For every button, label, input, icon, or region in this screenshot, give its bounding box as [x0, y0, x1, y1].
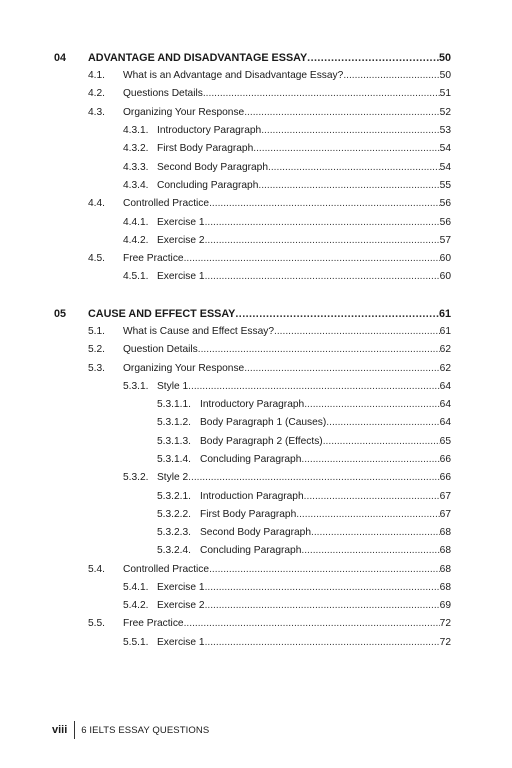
toc-entry-row — [157, 433, 451, 451]
toc-number: 04 — [54, 52, 67, 64]
toc-page-number: 61 — [439, 326, 451, 337]
toc-entry-row — [157, 396, 451, 414]
toc-title: Free Practice — [123, 618, 184, 629]
toc-entry-row — [88, 195, 451, 213]
toc-number: 5.3.1.1. — [157, 399, 191, 410]
toc-page-number: 64 — [439, 399, 451, 410]
toc-dot-leader — [311, 524, 440, 542]
toc-dot-leader — [296, 506, 439, 524]
toc-page-number: 60 — [439, 253, 451, 264]
toc-entry-row — [123, 268, 451, 286]
toc-number: 5.3.2.1. — [157, 491, 191, 502]
toc-page-number: 68 — [439, 545, 451, 556]
toc-entry-row — [123, 378, 451, 396]
toc-dot-leader — [209, 561, 440, 579]
toc-page-number: 61 — [438, 308, 451, 320]
toc-title: Exercise 2 — [157, 235, 205, 246]
toc-number: 5.3.2.2. — [157, 509, 191, 520]
toc-number: 5.1. — [88, 326, 105, 337]
toc-page-number: 72 — [439, 637, 451, 648]
toc-title: First Body Paragraph — [200, 509, 297, 520]
toc-title: Organizing Your Response — [123, 107, 245, 118]
toc-entry-row — [88, 341, 451, 359]
footer-page-number: viii — [52, 724, 68, 736]
toc-title: CAUSE AND EFFECT ESSAY — [88, 308, 236, 320]
toc-number: 4.4.2. — [123, 235, 149, 246]
toc-dot-leader — [244, 360, 439, 378]
toc-title: Concluding Paragraph — [200, 454, 302, 465]
toc-dot-leader — [301, 542, 439, 560]
toc-number: 5.3.2. — [123, 472, 149, 483]
toc-entry-row — [157, 524, 451, 542]
toc-page-number: 54 — [439, 143, 451, 154]
toc-entry-row — [123, 579, 451, 597]
toc-number: 5.4.2. — [123, 600, 149, 611]
toc-number: 4.2. — [88, 88, 105, 99]
toc-dot-leader — [326, 414, 439, 432]
toc-number: 5.3.1.3. — [157, 436, 191, 447]
toc-page-number: 51 — [439, 88, 451, 99]
toc-number: 5.5. — [88, 618, 105, 629]
toc-dot-leader — [244, 104, 439, 122]
toc-title: Style 1 — [157, 381, 189, 392]
toc-dot-leader — [307, 49, 439, 67]
toc-dot-leader — [205, 232, 440, 250]
toc-title: Controlled Practice — [123, 564, 210, 575]
toc-dot-leader — [205, 268, 440, 286]
toc-number: 5.3.2.3. — [157, 527, 191, 538]
toc-dot-leader — [188, 469, 440, 487]
toc-number: 4.3.4. — [123, 180, 149, 191]
toc-number: 5.5.1. — [123, 637, 149, 648]
toc-dot-leader — [323, 433, 440, 451]
toc-page-number: 57 — [439, 235, 451, 246]
toc-entry-row — [123, 469, 451, 487]
toc-title: Controlled Practice — [123, 198, 210, 209]
toc-page-number: 62 — [439, 363, 451, 374]
toc-number: 5.2. — [88, 344, 105, 355]
toc-page-number: 66 — [439, 454, 451, 465]
toc-page-number: 56 — [439, 217, 451, 228]
toc-number: 4.4.1. — [123, 217, 149, 228]
toc-dot-leader — [184, 615, 440, 633]
footer-book-title: 6 IELTS ESSAY QUESTIONS — [81, 724, 210, 736]
toc-page-number: 65 — [439, 436, 451, 447]
toc-dot-leader — [301, 451, 439, 469]
toc-title: First Body Paragraph — [157, 143, 254, 154]
toc-title: Exercise 1 — [157, 637, 205, 648]
toc-page-number: 64 — [439, 417, 451, 428]
toc-page-number: 67 — [439, 491, 451, 502]
toc-chapter-row — [54, 305, 451, 323]
toc-dot-leader — [205, 214, 440, 232]
toc-number: 5.3.1. — [123, 381, 149, 392]
toc-entry-row — [123, 634, 451, 652]
toc-dot-leader — [205, 579, 440, 597]
toc-dot-leader — [253, 140, 439, 158]
toc-entry-row — [157, 451, 451, 469]
toc-entry-row — [123, 122, 451, 140]
toc-title: Style 2 — [157, 472, 189, 483]
toc-title: What is an Advantage and Disadvantage Essay? — [123, 70, 344, 81]
toc-title: Concluding Paragraph — [157, 180, 259, 191]
toc-title: Exercise 2 — [157, 600, 205, 611]
toc-entry-row — [88, 615, 451, 633]
toc-title: Questions Details — [123, 88, 203, 99]
toc-dot-leader — [274, 323, 440, 341]
toc-chapter-row — [54, 49, 451, 67]
toc-number: 4.4. — [88, 198, 105, 209]
toc-number: 4.3.1. — [123, 125, 149, 136]
toc-dot-leader — [209, 195, 440, 213]
toc-title: Introductory Paragraph — [157, 125, 262, 136]
toc-number: 5.4.1. — [123, 582, 149, 593]
toc-entry-row — [157, 542, 451, 560]
toc-entry-row — [157, 488, 451, 506]
toc-entry-row — [88, 323, 451, 341]
toc-page-number: 68 — [439, 527, 451, 538]
toc-entry-row — [88, 360, 451, 378]
toc-dot-leader — [235, 305, 439, 323]
toc-title: Concluding Paragraph — [200, 545, 302, 556]
toc-number: 5.4. — [88, 564, 105, 575]
toc-dot-leader — [258, 177, 439, 195]
toc-title: Body Paragraph 2 (Effects) — [200, 436, 323, 447]
toc-page-number: 68 — [439, 564, 451, 575]
toc-entry-row — [88, 250, 451, 268]
toc-page-number: 50 — [439, 70, 451, 81]
toc-page-number: 68 — [439, 582, 451, 593]
toc-page-number: 53 — [439, 125, 451, 136]
toc-entry-row — [123, 159, 451, 177]
toc-entry-row — [88, 85, 451, 103]
toc-page-number: 55 — [439, 180, 451, 191]
toc-page-number: 50 — [438, 52, 451, 64]
toc-page-number: 62 — [439, 344, 451, 355]
toc-title: Second Body Paragraph — [200, 527, 312, 538]
toc-number: 4.5.1. — [123, 271, 149, 282]
toc-page-number: 67 — [439, 509, 451, 520]
toc-title: Question Details — [123, 344, 198, 355]
toc-page-number: 56 — [439, 198, 451, 209]
toc-dot-leader — [188, 378, 440, 396]
toc-entry-row — [123, 597, 451, 615]
toc-dot-leader — [268, 159, 440, 177]
toc-number: 4.3.3. — [123, 162, 149, 173]
toc-dot-leader — [184, 250, 440, 268]
toc-entry-row — [88, 104, 451, 122]
toc-number: 05 — [54, 308, 67, 320]
toc-entry-row — [123, 177, 451, 195]
footer-divider — [74, 721, 75, 739]
toc-title: Organizing Your Response — [123, 363, 245, 374]
toc-title: Introductory Paragraph — [200, 399, 305, 410]
toc-dot-leader — [304, 488, 440, 506]
toc-page-number: 69 — [439, 600, 451, 611]
toc-number: 4.3.2. — [123, 143, 149, 154]
toc-title: Free Practice — [123, 253, 184, 264]
toc-page-number: 52 — [439, 107, 451, 118]
toc-dot-leader — [343, 67, 439, 85]
toc-title: Exercise 1 — [157, 217, 205, 228]
toc-page-number: 54 — [439, 162, 451, 173]
page-footer — [52, 720, 209, 740]
toc-number: 5.3.2.4. — [157, 545, 191, 556]
toc-dot-leader — [205, 634, 440, 652]
toc-page-number: 64 — [439, 381, 451, 392]
toc-dot-leader — [198, 341, 440, 359]
toc-entry-row — [123, 214, 451, 232]
toc-title: Body Paragraph 1 (Causes) — [200, 417, 327, 428]
toc-page-number: 72 — [439, 618, 451, 629]
toc-dot-leader — [203, 85, 440, 103]
toc-page-number: 66 — [439, 472, 451, 483]
toc-entry-row — [88, 67, 451, 85]
toc-dot-leader — [205, 597, 440, 615]
toc-title: ADVANTAGE AND DISADVANTAGE ESSAY — [88, 52, 308, 64]
toc-number: 5.3.1.2. — [157, 417, 191, 428]
toc-entry-row — [157, 506, 451, 524]
toc-title: What is Cause and Effect Essay? — [123, 326, 275, 337]
toc-title: Exercise 1 — [157, 271, 205, 282]
toc-number: 5.3.1.4. — [157, 454, 191, 465]
toc-page-number: 60 — [439, 271, 451, 282]
toc-title: Exercise 1 — [157, 582, 205, 593]
toc-number: 4.1. — [88, 70, 105, 81]
toc-entry-row — [157, 414, 451, 432]
toc-title: Introduction Paragraph — [200, 491, 304, 502]
toc-dot-leader — [261, 122, 439, 140]
toc-dot-leader — [304, 396, 439, 414]
toc-title: Second Body Paragraph — [157, 162, 269, 173]
toc-entry-row — [88, 561, 451, 579]
toc-number: 4.3. — [88, 107, 105, 118]
toc-number: 4.5. — [88, 253, 105, 264]
toc-entry-row — [123, 232, 451, 250]
toc-entry-row — [123, 140, 451, 158]
toc-number: 5.3. — [88, 363, 105, 374]
